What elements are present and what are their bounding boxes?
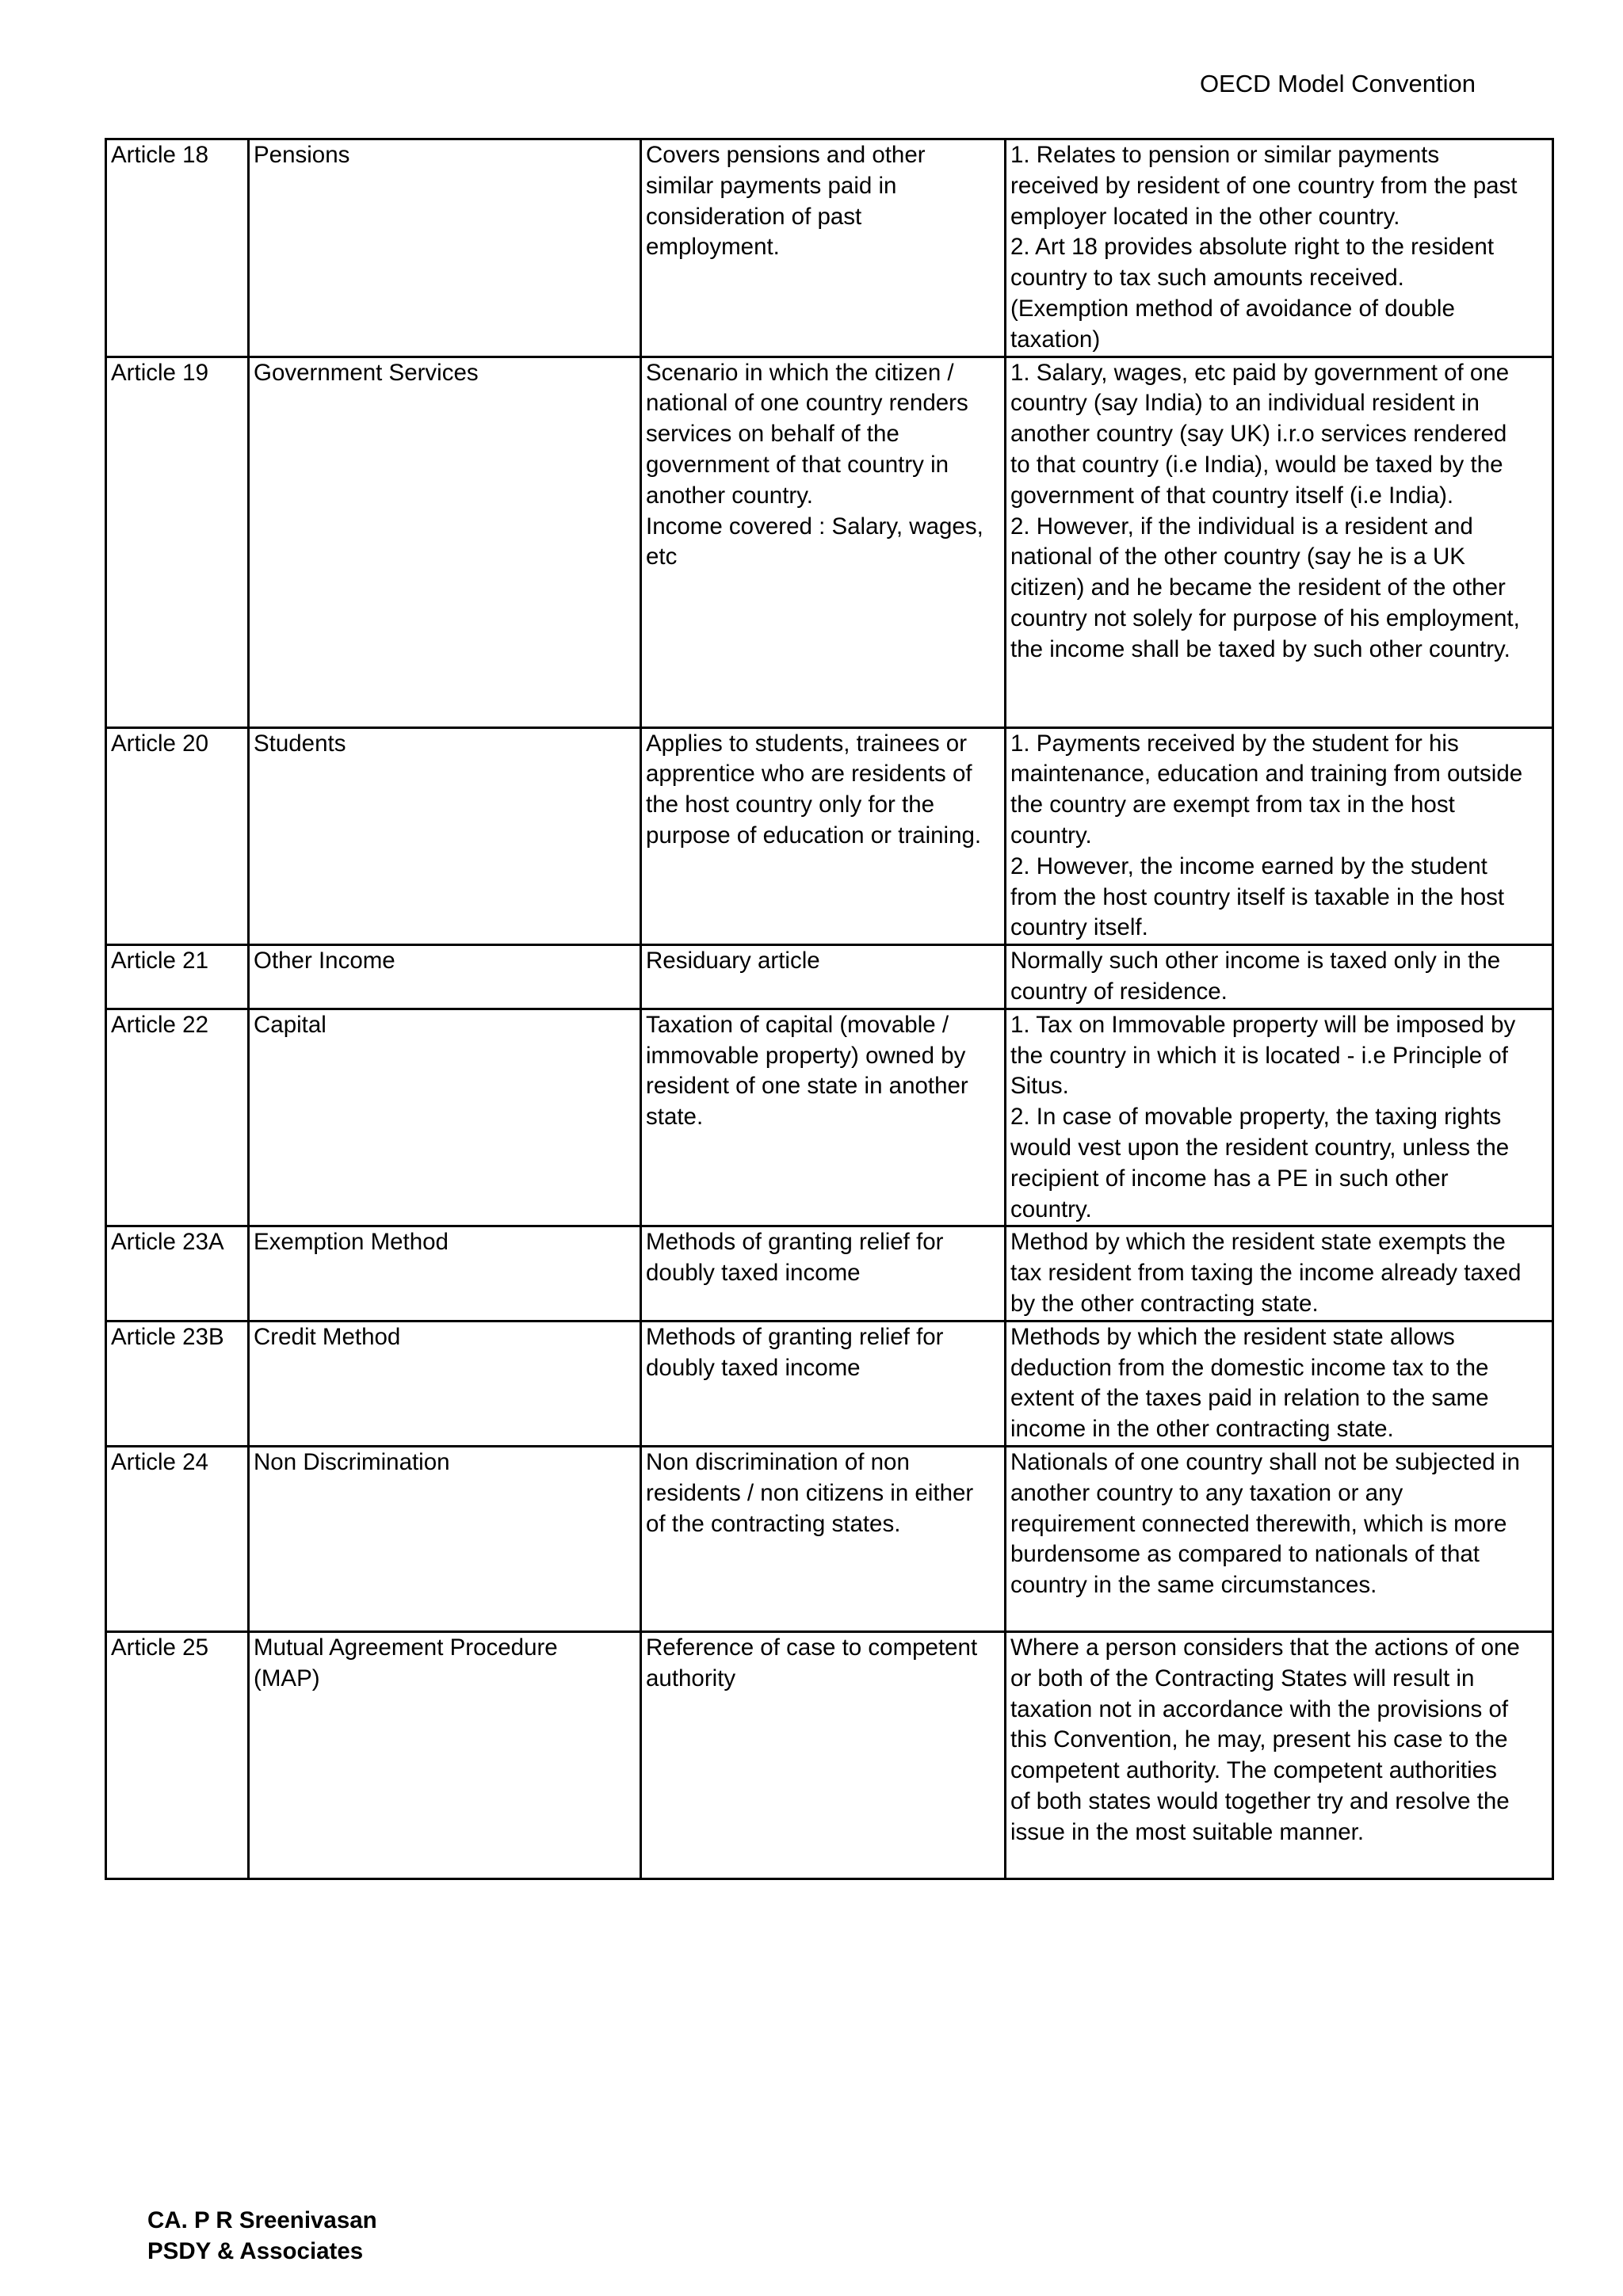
article-scope-cell: Applies to students, trainees or apprentice who are residents of the host country only for the purpose of education or training. — [641, 727, 1006, 945]
table-row — [106, 1321, 1553, 1446]
article-number-cell: Article 24 — [106, 1446, 249, 1631]
article-number-cell: Article 25 — [106, 1631, 249, 1878]
article-name-cell: Capital — [249, 1009, 641, 1226]
page-footer — [147, 2205, 377, 2267]
article-notes-cell: Method by which the resident state exempts the tax resident from taxing the income already taxed by the other contracting state. — [1006, 1226, 1553, 1321]
article-name-cell: Exemption Method — [249, 1226, 641, 1321]
table-row — [106, 1226, 1553, 1321]
footer-firm: PSDY & Associates — [147, 2238, 364, 2264]
article-notes-cell: 1. Relates to pension or similar payments received by resident of one country from the past employer located in the other country. 2. Art 18 provides absolute right to the resident country to tax such amounts received. (Exemption method of avoidance of double taxation) — [1006, 139, 1553, 357]
article-name-cell: Credit Method — [249, 1321, 641, 1446]
article-notes-cell: 1. Payments received by the student for his maintenance, education and training from outside the country are exempt from tax in the host country. 2. However, the income earned by the student from the host country itself is taxable in the host country itself. — [1006, 727, 1553, 945]
table-row — [106, 1009, 1553, 1226]
article-scope-cell: Covers pensions and other similar payments paid in consideration of past employment. — [641, 139, 1006, 357]
article-scope-cell: Methods of granting relief for doubly taxed income — [641, 1226, 1006, 1321]
footer-author: CA. P R Sreenivasan — [147, 2207, 377, 2233]
article-name-cell: Government Services — [249, 357, 641, 727]
convention-articles-table — [105, 138, 1554, 1880]
article-number-cell: Article 18 — [106, 139, 249, 357]
article-number-cell: Article 23A — [106, 1226, 249, 1321]
article-number-cell: Article 22 — [106, 1009, 249, 1226]
article-notes-cell: Where a person considers that the actions of one or both of the Contracting States will result in taxation not in accordance with the provisions of this Convention, he may, present his case to the competent authority. The competent authorities of both states would together try and resolve the issue in the most suitable manner. — [1006, 1631, 1553, 1878]
article-scope-cell: Methods of granting relief for doubly taxed income — [641, 1321, 1006, 1446]
article-scope-cell: Reference of case to competent authority — [641, 1631, 1006, 1878]
article-scope-cell: Taxation of capital (movable / immovable property) owned by resident of one state in another state. — [641, 1009, 1006, 1226]
article-scope-cell: Non discrimination of non residents / non citizens in either of the contracting states. — [641, 1446, 1006, 1631]
article-notes-cell: 1. Tax on Immovable property will be imposed by the country in which it is located - i.e Principle of Situs. 2. In case of movable property, the taxing rights would vest upon the resident country, unless the recipient of income has a PE in such other country. — [1006, 1009, 1553, 1226]
article-name-cell: Non Discrimination — [249, 1446, 641, 1631]
article-name-cell: Pensions — [249, 139, 641, 357]
article-name-cell: Mutual Agreement Procedure (MAP) — [249, 1631, 641, 1878]
table-row — [106, 357, 1553, 727]
page-header-title: OECD Model Convention — [1199, 70, 1476, 97]
article-name-cell: Students — [249, 727, 641, 945]
article-number-cell: Article 19 — [106, 357, 249, 727]
table-row — [106, 945, 1553, 1009]
article-notes-cell: Nationals of one country shall not be subjected in another country to any taxation or any requirement connected therewith, which is more burdensome as compared to nationals of that country in the same circumstances. — [1006, 1446, 1553, 1631]
article-notes-cell: Normally such other income is taxed only in the country of residence. — [1006, 945, 1553, 1009]
table-row — [106, 139, 1553, 357]
article-number-cell: Article 20 — [106, 727, 249, 945]
table-row — [106, 1631, 1553, 1878]
article-number-cell: Article 21 — [106, 945, 249, 1009]
article-scope-cell: Scenario in which the citizen / national of one country renders services on behalf of the government of that country in another country. Income covered : Salary, wages, etc — [641, 357, 1006, 727]
article-notes-cell: Methods by which the resident state allows deduction from the domestic income tax to the extent of the taxes paid in relation to the same income in the other contracting state. — [1006, 1321, 1553, 1446]
article-name-cell: Other Income — [249, 945, 641, 1009]
table-row — [106, 1446, 1553, 1631]
table-row — [106, 727, 1553, 945]
article-notes-cell: 1. Salary, wages, etc paid by government of one country (say India) to an individual resident in another country (say UK) i.r.o services rendered to that country (i.e India), would be taxed by the government of that country itself (i.e India). 2. However, if the individual is a resident and national of the other country (say he is a UK citizen) and he became the resident of the other country not solely for purpose of his employment, the income shall be taxed by such other country. — [1006, 357, 1553, 727]
article-scope-cell: Residuary article — [641, 945, 1006, 1009]
article-number-cell: Article 23B — [106, 1321, 249, 1446]
